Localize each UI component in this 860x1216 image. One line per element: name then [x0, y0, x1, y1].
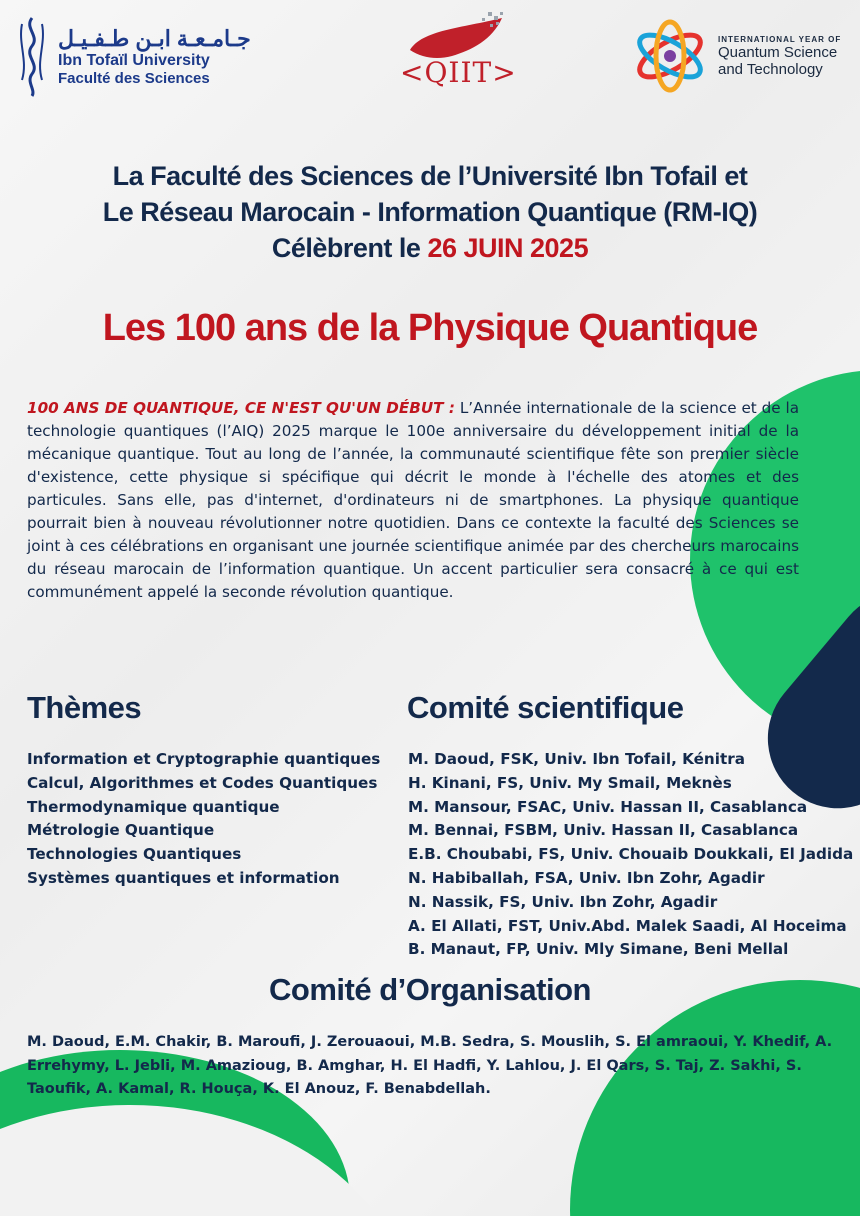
quantum-year-emblem-icon [630, 16, 710, 96]
scientific-committee-list [408, 748, 853, 962]
intro-paragraph [27, 397, 799, 604]
committee-member: M. Daoud, FSK, Univ. Ibn Tofail, Kénitra [408, 750, 745, 768]
event-date: 26 JUIN 2025 [427, 233, 589, 263]
themes-title: Thèmes [27, 690, 142, 725]
committee-member: A. El Allati, FST, Univ.Abd. Malek Saadi, Al Hoceima [408, 916, 847, 935]
headline-prefix: Célèbrent le [271, 233, 421, 263]
intro-body: L’Année internationale de la science et de la technologie quantiques (l’AIQ) 2025 marque le 100e anniversaire du développement initial de la mécanique quantique. Tout au long de l’année, la communauté scientifique fête son premier siècle d'existence, cette physique si spécifique qui décrit le monde à l'échelle des atomes et des particules. Sans elle, pas d'internet, d'ordinateurs ni de smartphones. La physique quantique pourrait bien à nouveau révolutionner notre quotidien. Dans ce contexte la faculté des Sciences se joint à ces célébrations en organisant une journée scientifique animée par des chercheurs marocains du réseau marocain de l’information quantique. Un accent particulier sera consacré à ce qui est communément appelé la seconde révolution quantique. [27, 399, 800, 601]
committee-member: M. Bennai, FSBM, Univ. Hassan II, Casablanca [408, 821, 799, 840]
theme-item: Métrologie Quantique [27, 821, 215, 840]
iyq-title-line2: and Technology [718, 60, 823, 78]
scientific-committee-title: Comité scientifique [407, 690, 684, 725]
university-emblem-icon [14, 14, 50, 98]
committee-member: B. Manaut, FP, Univ. Mly Simane, Beni Mellal [408, 940, 789, 959]
university-name: Ibn Tofaïl University [58, 51, 210, 69]
theme-item: Thermodynamique quantique [27, 797, 280, 816]
intro-lead: 100 ANS DE QUANTIQUE, CE N'EST QU'UN DÉBUT : [27, 399, 455, 417]
logo-header [0, 0, 860, 130]
theme-item: Information et Cryptographie quantiques [27, 750, 381, 768]
theme-item: Technologies Quantiques [27, 845, 242, 864]
organizing-committee-members: M. Daoud, E.M. Chakir, B. Maroufi, J. Zerouaoui, M.B. Sedra, S. Mouslih, S. El amraoui, Y. Khedif, A. Errehymy, L. Jebli, M. Amazioug, B. Amghar, H. El Hadfi, Y. Lahlou, J. El Qars, S. Taj, Z. Sakhi, S. Taoufik, A. Kamal, R. Houça, K. El Anouz, F. Benabdellah. [27, 1034, 833, 1097]
headline-line1: La Faculté des Sciences de l’Université Ibn Tofail et [112, 161, 748, 191]
university-name-arabic: جـامـعـة ابـن طـفـيـل [58, 25, 251, 51]
faculty-name: Faculté des Sciences [58, 69, 210, 87]
iyq-logo [630, 16, 841, 96]
committee-member: N. Habiballah, FSA, Univ. Ibn Zohr, Agadir [408, 868, 765, 887]
themes-list [27, 748, 380, 891]
headline-line3 [0, 230, 860, 266]
qiit-logo-text: <QIIT> [400, 56, 517, 89]
announcement-headline [0, 158, 860, 266]
main-title: Les 100 ans de la Physique Quantique [102, 307, 758, 349]
committee-member: M. Mansour, FSAC, Univ. Hassan II, Casablanca [408, 797, 808, 816]
committee-member: E.B. Choubabi, FS, Univ. Chouaib Doukkali, El Jadida [408, 845, 854, 864]
headline-line2: Le Réseau Marocain - Information Quantique (RM-IQ) [102, 197, 758, 227]
theme-item: Calcul, Algorithmes et Codes Quantiques [27, 773, 378, 792]
organizing-committee-title: Comité d’Organisation [269, 972, 591, 1007]
committee-member: H. Kinani, FS, Univ. My Smail, Meknès [408, 773, 732, 792]
ibn-tofail-logo [14, 14, 251, 98]
decorative-arc-cutout [0, 1105, 410, 1216]
committee-member: N. Nassik, FS, Univ. Ibn Zohr, Agadir [408, 892, 718, 911]
theme-item: Systèmes quantiques et information [27, 868, 340, 887]
iyq-title-line1: Quantum Science [718, 43, 838, 61]
iyq-caption: INTERNATIONAL YEAR OF [718, 34, 842, 44]
